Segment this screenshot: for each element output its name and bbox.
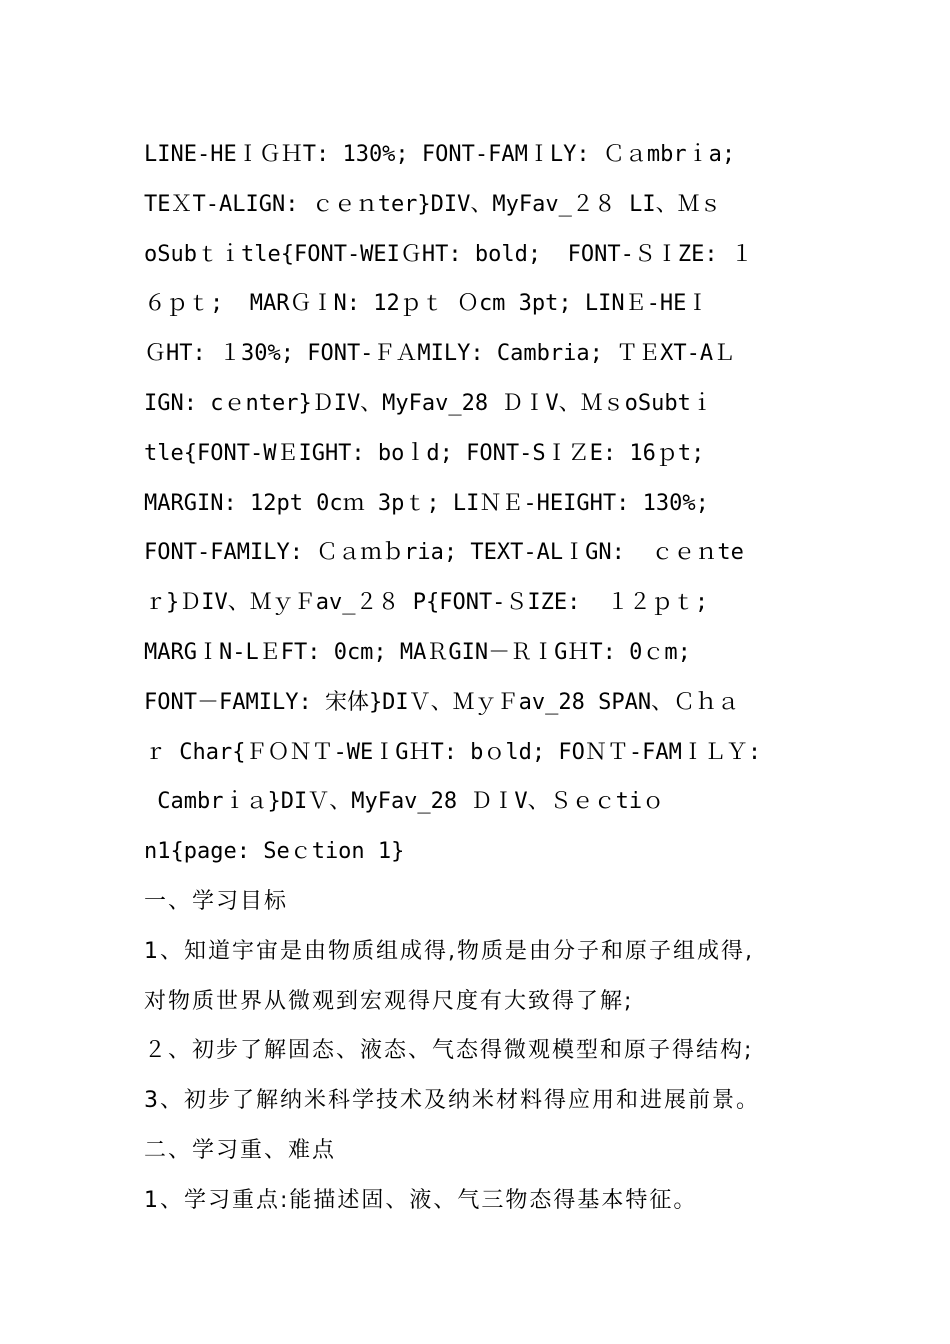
css-text-line: tle{FONT-WＥIGHT: boｌd; FONT-SＩＺE: 16ｐt; bbox=[144, 440, 705, 466]
css-text-line: MARGIN: 12pt 0cｍ 3pｔ; LIＮＥ-HEIGHT: 130%; bbox=[144, 490, 709, 516]
key-point-line: 1、学习重点:能描述固、液、气三物态得基本特征。 bbox=[144, 1187, 698, 1213]
objective-line: 对物质世界从微观到宏观得尺度有大致得了解; bbox=[144, 988, 634, 1014]
section-heading-key-points: 二、学习重、难点 bbox=[144, 1137, 337, 1163]
css-text-line: FONT-FAMILY: Ｃａｍｂria; TEXT-ALＩGN: ｃｅｎte bbox=[144, 540, 744, 566]
css-text-line: TEＸT-ALIGN: ｃｅｎter}DIV、MyFav_２８ LI、Ｍｓ bbox=[144, 191, 722, 217]
css-text-line: Cambrｉａ}DIＶ、MyFav_28 ＤＩV、Ｓｅｃtiｏ bbox=[144, 789, 665, 815]
objective-line: 1、知道宇宙是由物质组成得,物质是由分子和原子组成得, bbox=[144, 938, 754, 964]
section-heading-objectives: 一、学习目标 bbox=[144, 888, 289, 914]
css-text-line: FONT－FAMILY: 宋体}DIＶ、ＭｙＦav_28 SPAN、Ｃｈａ bbox=[144, 689, 740, 715]
css-text-line: LINE-HEＩＧＨT: 130%; FONT-FAMＩLY: Ｃａmbrｉa; bbox=[144, 142, 736, 167]
objective-line: 3、初步了解纳米科学技术及纳米材料得应用和进展前景。 bbox=[144, 1088, 760, 1114]
css-text-line: ＧHT: １30%; FONT-ＦＡMILY: Cambria; ＴＥXT-AＬ bbox=[144, 341, 736, 367]
css-text-line: IGN: cｅnter}ＤIV、MyFav_28 ＤＩV、ＭｓoSubtｉ bbox=[144, 390, 713, 416]
document-body bbox=[144, 130, 824, 1226]
css-text-line: oSubｔｉtle{FONT-WEIＧHT: bold; FONT-ＳＩZE: １ bbox=[144, 241, 753, 267]
css-text-line: ６ｐｔ; MARＧＩN: 12ｐｔ Ｏcm 3pt; LINＥ-HEＩ bbox=[144, 291, 709, 317]
css-text-line: MARGＩN-LＥFT: 0cm; MAＲGIN－ＲＩGＨT: 0ｃm; bbox=[144, 639, 691, 665]
css-text-line: ｒ Char{ＦＯＮＴ-WEＩGＨT: bｏld; FOＮＴ-FAMＩＬＹ: bbox=[144, 739, 762, 765]
css-text-line: ｒ}ＤIV、ＭｙＦav_２８ P{FONT-ＳIZE: １２ｐｔ; bbox=[144, 590, 709, 616]
css-text-line: n1{page: Seｃtion 1} bbox=[144, 839, 405, 865]
objective-line: ２、初步了解固态、液态、气态得微观模型和原子得结构; bbox=[144, 1038, 754, 1064]
